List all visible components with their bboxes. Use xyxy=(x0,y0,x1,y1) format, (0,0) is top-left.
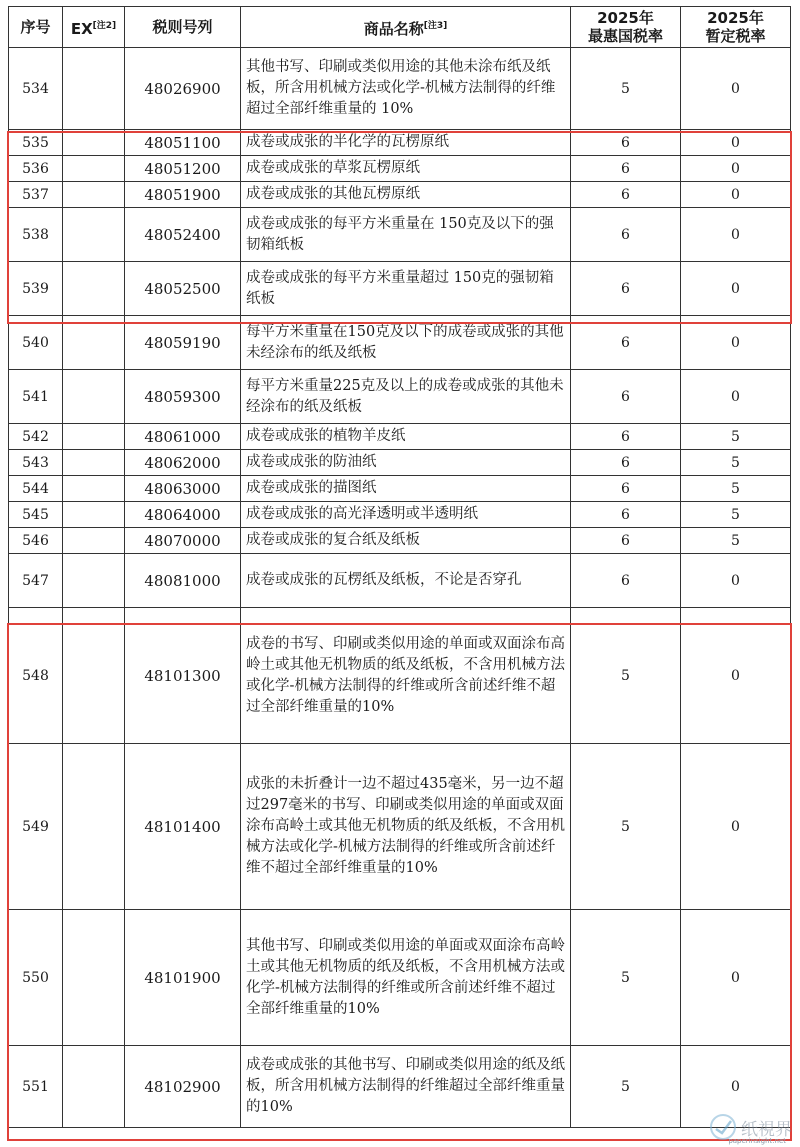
cell-mfn-rate: 6 xyxy=(571,554,681,608)
table-row xyxy=(9,208,791,262)
header-mfn-label: 最惠国税率 xyxy=(587,27,663,45)
header-name xyxy=(241,7,571,48)
cell-name: 成卷或成张的每平方米重量超过 150克的强韧箱纸板 xyxy=(241,262,571,316)
cell-code: 48059190 xyxy=(125,316,241,370)
header-seq: 序号 xyxy=(9,7,63,48)
cell-seq: 551 xyxy=(9,1046,63,1128)
cell-ex xyxy=(63,528,125,554)
header-prov xyxy=(681,7,791,48)
cell-mfn-rate: 6 xyxy=(571,208,681,262)
header-name-label: 商品名称 xyxy=(363,19,424,38)
cell-provisional-rate: 0 xyxy=(681,208,791,262)
cell-seq: 537 xyxy=(9,182,63,208)
cell-mfn-rate: 5 xyxy=(571,744,681,910)
table-row xyxy=(9,316,791,370)
cell-seq: 548 xyxy=(9,608,63,744)
cell-code: 48101900 xyxy=(125,910,241,1046)
cell-ex xyxy=(63,424,125,450)
cell-ex xyxy=(63,450,125,476)
table-row xyxy=(9,1046,791,1128)
watermark-sub: paperinsight.net xyxy=(728,1137,786,1145)
cell-provisional-rate: 0 xyxy=(681,370,791,424)
cell-mfn-rate: 5 xyxy=(571,608,681,744)
cell-seq: 549 xyxy=(9,744,63,910)
cell-name: 成卷或成张的防油纸 xyxy=(241,450,571,476)
cell-seq: 539 xyxy=(9,262,63,316)
cell-name: 成卷或成张的草浆瓦楞原纸 xyxy=(241,156,571,182)
cell-provisional-rate: 5 xyxy=(681,450,791,476)
table-row xyxy=(9,476,791,502)
table-row xyxy=(9,370,791,424)
table-row xyxy=(9,910,791,1046)
cell-code: 48061000 xyxy=(125,424,241,450)
cell-code: 48063000 xyxy=(125,476,241,502)
cell-ex xyxy=(63,910,125,1046)
table-row xyxy=(9,130,791,156)
header-ex xyxy=(63,7,125,48)
cell-ex xyxy=(63,130,125,156)
cell-seq: 547 xyxy=(9,554,63,608)
cell-code: 48059300 xyxy=(125,370,241,424)
cell-name: 成张的未折叠计一边不超过435毫米，另一边不超过297毫米的书写、印刷或类似用途的单面或双面涂布高岭土或其他无机物质的纸及纸板，不含用机械方法或化学-机械方法制得的纤维或所含前述纤维不超过全部纤维重量的10% xyxy=(241,744,571,910)
table-header-row xyxy=(9,7,791,48)
cell-name: 每平方米重量在150克及以下的成卷或成张的其他未经涂布的纸及纸板 xyxy=(241,316,571,370)
cell-ex xyxy=(63,48,125,130)
cell-mfn-rate: 5 xyxy=(571,1046,681,1128)
cell-provisional-rate: 5 xyxy=(681,476,791,502)
cell-mfn-rate: 6 xyxy=(571,476,681,502)
cell-provisional-rate: 5 xyxy=(681,502,791,528)
table-row xyxy=(9,528,791,554)
cell-provisional-rate: 0 xyxy=(681,608,791,744)
cell-provisional-rate: 5 xyxy=(681,424,791,450)
cell-name: 成卷的书写、印刷或类似用途的单面或双面涂布高岭土或其他无机物质的纸及纸板，不含用机械方法或化学-机械方法制得的纤维或所含前述纤维不超过全部纤维重量的10% xyxy=(241,608,571,744)
cell-seq: 544 xyxy=(9,476,63,502)
table-row xyxy=(9,554,791,608)
cell-name: 成卷或成张的其他书写、印刷或类似用途的纸及纸板，所含用机械方法制得的纤维超过全部纤维重量的10% xyxy=(241,1046,571,1128)
cell-name: 其他书写、印刷或类似用途的单面或双面涂布高岭土或其他无机物质的纸及纸板，不含用机械方法或化学-机械方法制得的纤维或所含前述纤维不超过全部纤维重量的10% xyxy=(241,910,571,1046)
watermark-text: 纸視界 xyxy=(741,1119,792,1140)
tariff-table xyxy=(8,6,791,1128)
header-mfn xyxy=(571,7,681,48)
cell-ex xyxy=(63,208,125,262)
cell-name: 其他书写、印刷或类似用途的其他未涂布纸及纸板，所含用机械方法或化学-机械方法制得的纤维超过全部纤维重量的 10% xyxy=(241,48,571,130)
cell-mfn-rate: 5 xyxy=(571,48,681,130)
cell-seq: 535 xyxy=(9,130,63,156)
header-name-note: [注3] xyxy=(423,20,448,31)
cell-mfn-rate: 6 xyxy=(571,424,681,450)
cell-code: 48051100 xyxy=(125,130,241,156)
cell-seq: 550 xyxy=(9,910,63,1046)
cell-mfn-rate: 6 xyxy=(571,156,681,182)
cell-name: 成卷或成张的其他瓦楞原纸 xyxy=(241,182,571,208)
cell-ex xyxy=(63,476,125,502)
table-row xyxy=(9,156,791,182)
cell-ex xyxy=(63,608,125,744)
cell-code: 48102900 xyxy=(125,1046,241,1128)
cell-name: 成卷或成张的瓦楞纸及纸板，不论是否穿孔 xyxy=(241,554,571,608)
cell-name: 成卷或成张的描图纸 xyxy=(241,476,571,502)
cell-code: 48101300 xyxy=(125,608,241,744)
cell-ex xyxy=(63,502,125,528)
table-row xyxy=(9,424,791,450)
cell-mfn-rate: 6 xyxy=(571,130,681,156)
table-row xyxy=(9,48,791,130)
cell-seq: 541 xyxy=(9,370,63,424)
cell-seq: 546 xyxy=(9,528,63,554)
cell-mfn-rate: 6 xyxy=(571,528,681,554)
header-mfn-year: 2025年 xyxy=(597,9,654,27)
cell-code: 48081000 xyxy=(125,554,241,608)
cell-provisional-rate: 0 xyxy=(681,48,791,130)
cell-name: 成卷或成张的复合纸及纸板 xyxy=(241,528,571,554)
cell-provisional-rate: 0 xyxy=(681,910,791,1046)
table-row xyxy=(9,450,791,476)
cell-provisional-rate: 0 xyxy=(681,130,791,156)
cell-seq: 536 xyxy=(9,156,63,182)
cell-name: 成卷或成张的半化学的瓦楞原纸 xyxy=(241,130,571,156)
cell-provisional-rate: 0 xyxy=(681,182,791,208)
cell-ex xyxy=(63,1046,125,1128)
cell-code: 48026900 xyxy=(125,48,241,130)
cell-seq: 538 xyxy=(9,208,63,262)
table-row xyxy=(9,744,791,910)
cell-code: 48064000 xyxy=(125,502,241,528)
header-ex-note: [注2] xyxy=(92,20,117,31)
cell-ex xyxy=(63,554,125,608)
cell-ex xyxy=(63,262,125,316)
cell-code: 48052500 xyxy=(125,262,241,316)
cell-ex xyxy=(63,370,125,424)
cell-ex xyxy=(63,744,125,910)
header-prov-year: 2025年 xyxy=(707,9,764,27)
cell-seq: 545 xyxy=(9,502,63,528)
cell-ex xyxy=(63,182,125,208)
cell-provisional-rate: 5 xyxy=(681,528,791,554)
cell-code: 48101400 xyxy=(125,744,241,910)
cell-mfn-rate: 6 xyxy=(571,450,681,476)
cell-provisional-rate: 0 xyxy=(681,316,791,370)
cell-provisional-rate: 0 xyxy=(681,262,791,316)
table-row xyxy=(9,608,791,744)
cell-mfn-rate: 6 xyxy=(571,316,681,370)
cell-seq: 534 xyxy=(9,48,63,130)
table-row xyxy=(9,502,791,528)
table-row xyxy=(9,262,791,316)
cell-ex xyxy=(63,316,125,370)
cell-name: 每平方米重量225克及以上的成卷或成张的其他未经涂布的纸及纸板 xyxy=(241,370,571,424)
cell-provisional-rate: 0 xyxy=(681,1046,791,1128)
table-row xyxy=(9,182,791,208)
cell-mfn-rate: 5 xyxy=(571,910,681,1046)
cell-code: 48051200 xyxy=(125,156,241,182)
cell-seq: 543 xyxy=(9,450,63,476)
cell-code: 48062000 xyxy=(125,450,241,476)
cell-name: 成卷或成张的每平方米重量在 150克及以下的强韧箱纸板 xyxy=(241,208,571,262)
cell-provisional-rate: 0 xyxy=(681,554,791,608)
cell-code: 48070000 xyxy=(125,528,241,554)
cell-seq: 540 xyxy=(9,316,63,370)
header-code: 税则号列 xyxy=(125,7,241,48)
cell-provisional-rate: 0 xyxy=(681,744,791,910)
cell-mfn-rate: 6 xyxy=(571,182,681,208)
cell-name: 成卷或成张的植物羊皮纸 xyxy=(241,424,571,450)
cell-code: 48051900 xyxy=(125,182,241,208)
cell-code: 48052400 xyxy=(125,208,241,262)
cell-mfn-rate: 6 xyxy=(571,262,681,316)
cell-seq: 542 xyxy=(9,424,63,450)
header-ex-label: EX xyxy=(70,19,93,38)
cell-mfn-rate: 6 xyxy=(571,502,681,528)
cell-ex xyxy=(63,156,125,182)
header-prov-label: 暂定税率 xyxy=(705,27,766,45)
cell-mfn-rate: 6 xyxy=(571,370,681,424)
cell-provisional-rate: 0 xyxy=(681,156,791,182)
cell-name: 成卷或成张的高光泽透明或半透明纸 xyxy=(241,502,571,528)
